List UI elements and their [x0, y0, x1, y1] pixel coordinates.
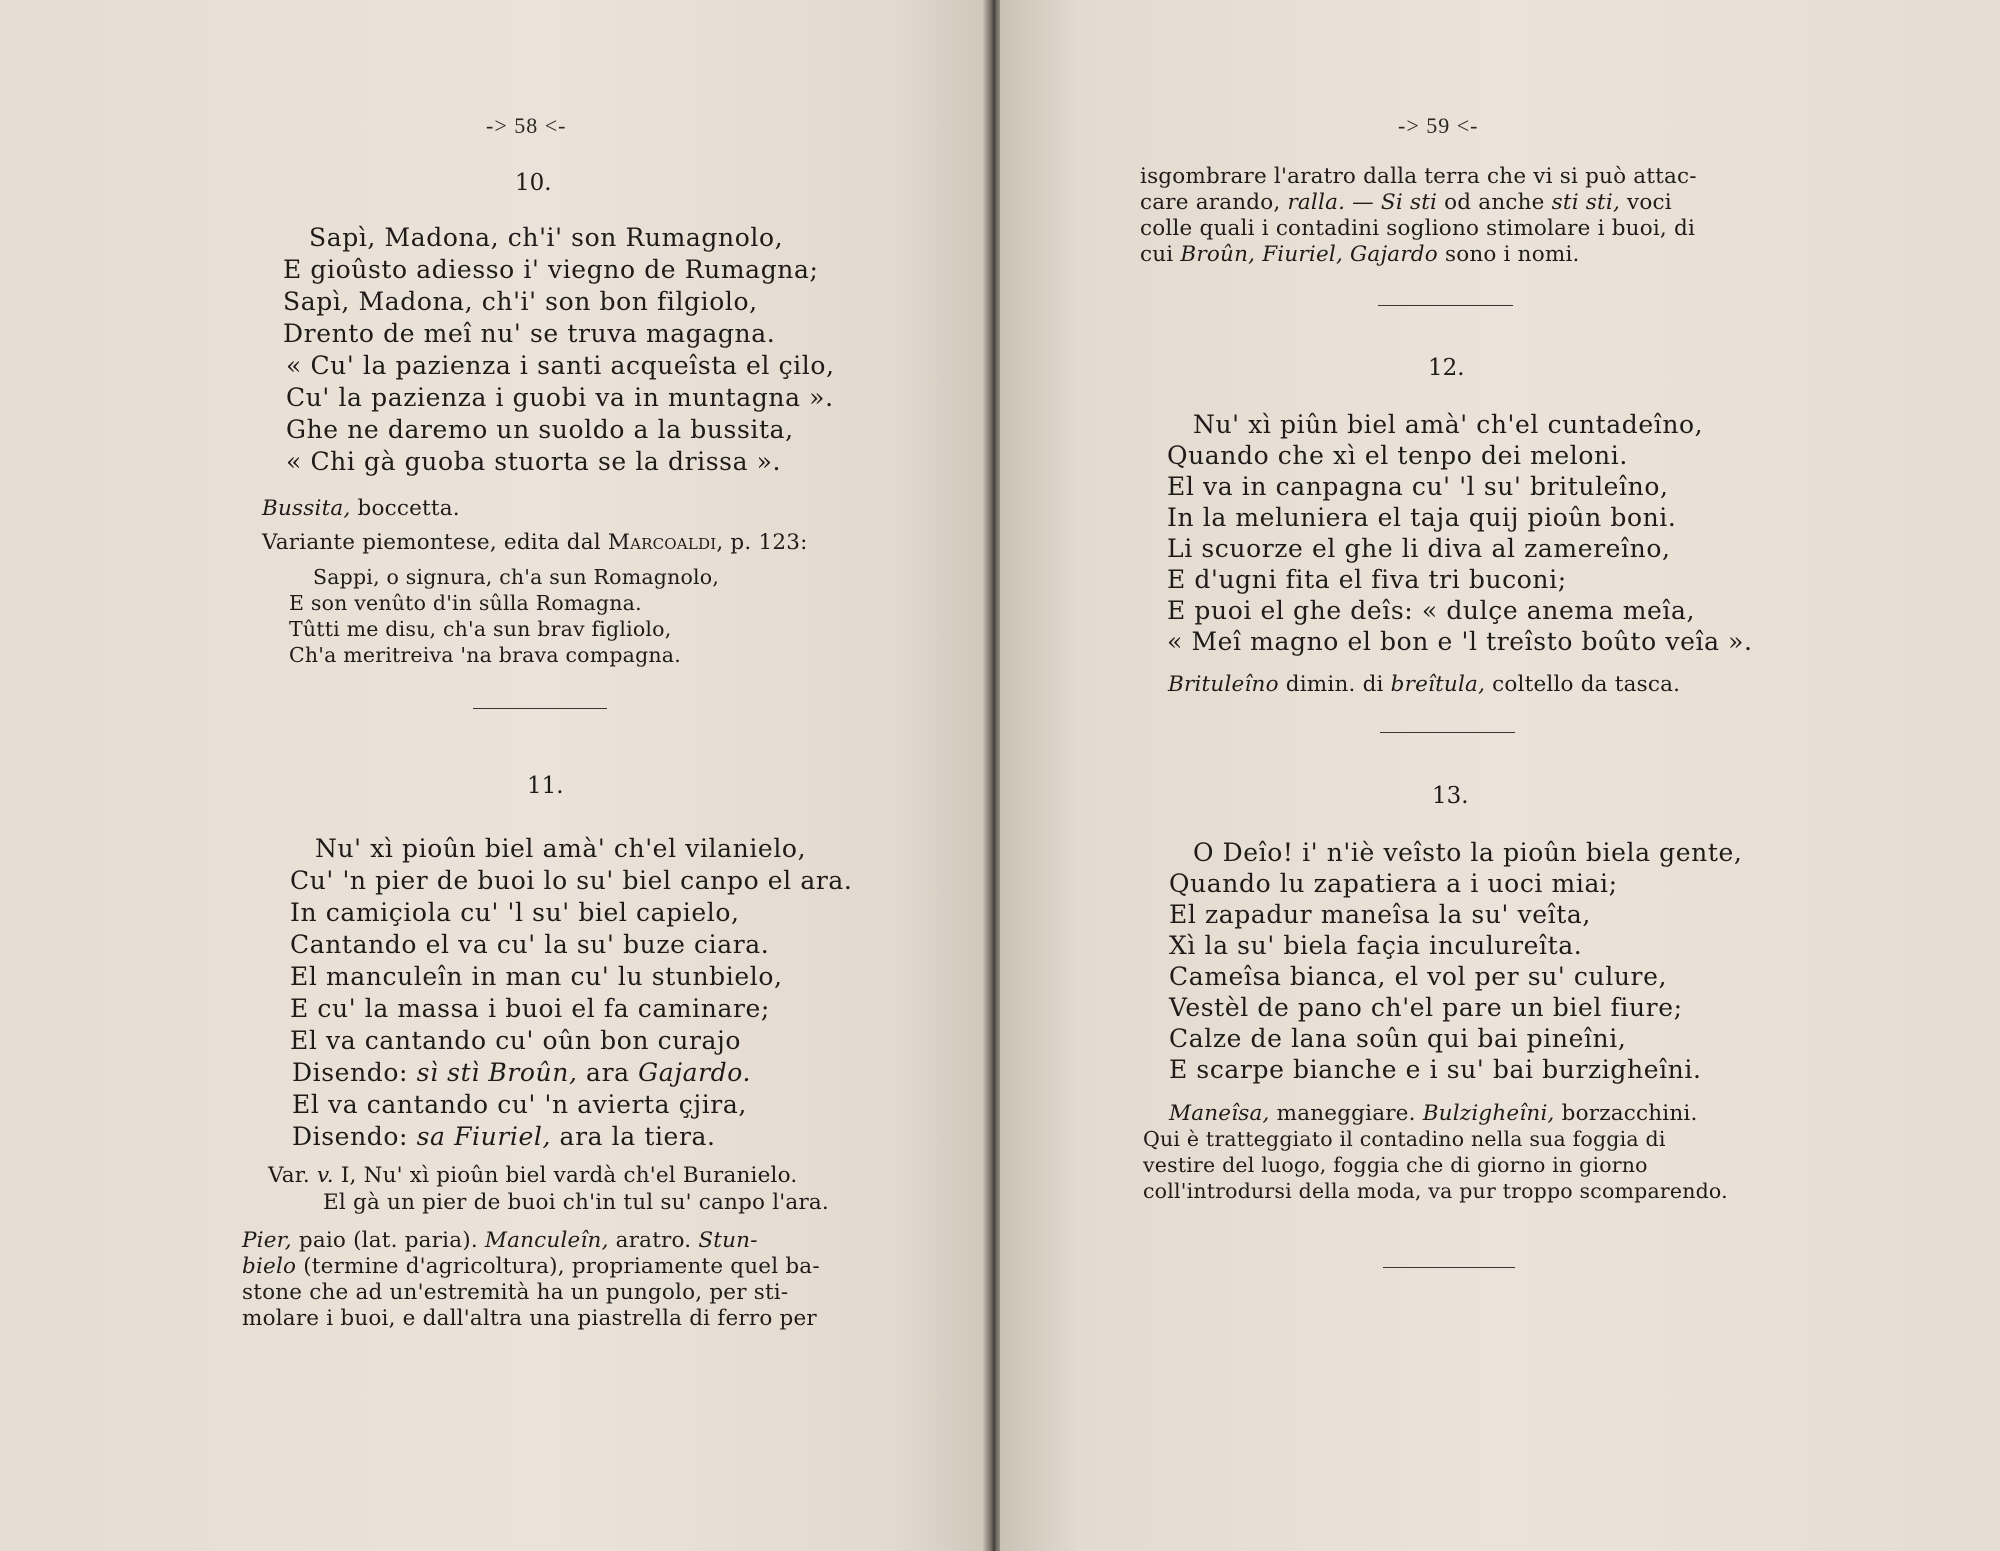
verse-text: ara la tiera.	[551, 1122, 716, 1151]
verse-line: « Cu' la pazienza i santi acqueîsta el çilo,	[286, 351, 835, 380]
verse-line	[292, 1057, 751, 1089]
verse-line: In la meluniera el taja quij pioûn boni.	[1167, 503, 1677, 532]
gloss-text: coltello da tasca.	[1485, 672, 1681, 697]
variant-line: Sappi, o signura, ch'a sun Romagnolo,	[313, 565, 720, 589]
variant-intro	[262, 530, 808, 556]
verse-text: Disendo:	[292, 1122, 417, 1151]
verse-line: Cu' la pazienza i guobi va in muntagna ».	[286, 383, 834, 412]
verse-text: ara	[577, 1058, 639, 1087]
section-divider	[1383, 1267, 1515, 1268]
gloss-term: Manculeîn,	[484, 1228, 609, 1253]
verse-line: Drento de meî nu' se truva magagna.	[283, 319, 776, 348]
variant-page-ref: , p. 123:	[716, 530, 808, 555]
verse-line: « Meî magno el bon e 'l treîsto boûto veîa ».	[1167, 627, 1753, 656]
verse-line: « Chi gà guoba stuorta se la drissa ».	[286, 447, 782, 476]
verse-line: El zapadur maneîsa la su' veîta,	[1169, 900, 1591, 929]
variant-prefix: Var.	[268, 1163, 317, 1188]
gloss-term: sti sti,	[1551, 190, 1620, 215]
continued-note-line2	[1140, 190, 1672, 216]
variant-11-line2: El gà un pier de buoi ch'in tul su' canpo l'ara.	[323, 1190, 829, 1215]
verse-line: Ghe ne daremo un suoldo a la bussita,	[286, 415, 794, 444]
note-13-line2: Qui è tratteggiato il contadino nella sua foggia di	[1143, 1127, 1666, 1151]
section-divider	[1380, 732, 1515, 733]
section-divider	[473, 708, 607, 709]
verse-line: E scarpe bianche e i su' bai burzigheîni.	[1169, 1055, 1702, 1084]
continued-note-line3: colle quali i contadini sogliono stimolare i buoi, di	[1140, 216, 1696, 241]
gloss-text: maneggiare.	[1269, 1101, 1423, 1126]
gloss-text: aratro.	[608, 1228, 699, 1253]
verse-line: Calze de lana soûn qui bai pineîni,	[1169, 1024, 1627, 1053]
continued-note-line1: isgombrare l'aratro dalla terra che vi si può attac-	[1140, 164, 1697, 189]
note-11-line3: stone che ad un'estremità ha un pungolo, per sti-	[242, 1280, 789, 1305]
note-11-line1	[242, 1228, 758, 1254]
section-divider	[1378, 305, 1513, 306]
variant-v: v.	[316, 1163, 334, 1188]
note-text: cui	[1140, 242, 1181, 267]
variant-line: Tûtti me disu, ch'a sun brav figliolo,	[289, 617, 672, 641]
verse-line: El va in canpagna cu' 'l su' brituleîno,	[1167, 472, 1669, 501]
gloss-term: breîtula,	[1390, 672, 1486, 697]
verse-line: El va cantando cu' 'n avierta çjira,	[292, 1090, 747, 1119]
note-text: —	[1345, 190, 1381, 215]
gloss-term: Si sti	[1380, 190, 1438, 215]
verse-line: Cantando el va cu' la su' buze ciara.	[290, 930, 770, 959]
gloss-text: dimin. di	[1278, 672, 1391, 697]
note-11-line2	[242, 1254, 820, 1280]
verse-line: E gioûsto adiesso i' viegno de Rumagna;	[283, 255, 819, 284]
note-text: voci	[1620, 190, 1672, 215]
variant-text: I, Nu' xì pioûn biel vardà ch'el Buranielo.	[333, 1163, 798, 1188]
note-text: od anche	[1437, 190, 1552, 215]
note-13-line1	[1169, 1101, 1698, 1127]
page-number-58: -> 58 <-	[486, 113, 567, 138]
gloss-text: borzacchini.	[1554, 1101, 1698, 1126]
verse-text: Disendo:	[292, 1058, 417, 1087]
note-text: sono i nomi.	[1437, 242, 1580, 267]
gloss-term: bielo	[242, 1254, 297, 1279]
variant-line: Ch'a meritreiva 'na brava compagna.	[289, 643, 681, 667]
verse-line: E cu' la massa i buoi el fa caminare;	[290, 994, 770, 1023]
poem-number-10: 10.	[515, 170, 552, 196]
verse-line: Sapì, Madona, ch'i' son Rumagnolo,	[309, 223, 784, 252]
verse-line: Cameîsa bianca, el vol per su' culure,	[1169, 962, 1668, 991]
gloss-term: Pier,	[242, 1228, 292, 1253]
verse-line: Nu' xì pioûn biel amà' ch'el vilanielo,	[315, 834, 807, 863]
verse-emphasis: sa Fiuriel,	[416, 1122, 552, 1151]
variant-author: Marcoaldi	[607, 530, 717, 555]
gloss-term: Stun-	[698, 1228, 758, 1253]
verse-line: Cu' 'n pier de buoi lo su' biel canpo el ara.	[290, 866, 853, 895]
verse-line: In camiçiola cu' 'l su' biel capielo,	[290, 898, 740, 927]
verse-line: E puoi el ghe deîs: « dulçe anema meîa,	[1167, 596, 1696, 625]
verse-line: Quando lu zapatiera a i uoci miai;	[1169, 869, 1618, 898]
left-page	[0, 0, 993, 1551]
gloss-text: boccetta.	[350, 496, 460, 521]
poem-number-11: 11.	[527, 773, 564, 799]
verse-line: Quando che xì el tenpo dei meloni.	[1167, 441, 1628, 470]
verse-line: Xì la su' biela façia inculureîta.	[1169, 931, 1583, 960]
variant-11	[268, 1163, 797, 1189]
verse-line: O Deîo! i' n'iè veîsto la pioûn biela gente,	[1193, 838, 1743, 867]
verse-line: Sapì, Madona, ch'i' son bon filgiolo,	[283, 287, 758, 316]
gloss-term: Bussita,	[262, 496, 351, 521]
right-page	[1000, 0, 2000, 1551]
verse-line	[292, 1121, 716, 1153]
gloss-term: Brituleîno	[1168, 672, 1279, 697]
note-13-line4: coll'introdursi della moda, va pur troppo scomparendo.	[1143, 1179, 1728, 1203]
continued-note-line4	[1140, 242, 1580, 268]
verse-emphasis: sì stì Broûn,	[416, 1058, 578, 1087]
variant-line: E son venûto d'in sûlla Romagna.	[289, 591, 642, 615]
note-13-line3: vestire del luogo, foggia che di giorno in giorno	[1143, 1153, 1648, 1177]
note-text: care arando,	[1140, 190, 1288, 215]
gloss-term: Bulzigheîni,	[1422, 1101, 1555, 1126]
verse-line: El va cantando cu' oûn bon curajo	[290, 1026, 742, 1055]
note-11-line4: molare i buoi, e dall'altra una piastrella di ferro per	[242, 1306, 817, 1331]
variant-intro-text: Variante piemontese, edita dal	[262, 530, 608, 555]
poem-number-12: 12.	[1428, 355, 1465, 381]
verse-emphasis: Gajardo.	[638, 1058, 752, 1087]
poem-number-13: 13.	[1432, 783, 1469, 809]
verse-line: Li scuorze el ghe li diva al zamereîno,	[1167, 534, 1671, 563]
gloss-term: Broûn, Fiuriel, Gajardo	[1180, 242, 1438, 267]
page-number-59: -> 59 <-	[1398, 113, 1479, 138]
gloss-text: (termine d'agricoltura), propriamente quel ba-	[296, 1254, 820, 1279]
gloss-term: ralla.	[1287, 190, 1346, 215]
gloss-brituleino	[1168, 672, 1680, 698]
verse-line: Vestèl de pano ch'el pare un biel fiure;	[1169, 993, 1683, 1022]
verse-line: E d'ugni fita el fiva tri buconi;	[1167, 565, 1567, 594]
gloss-bussita	[262, 496, 460, 522]
verse-line: Nu' xì piûn biel amà' ch'el cuntadeîno,	[1193, 410, 1704, 439]
gloss-text: paio (lat. paria).	[291, 1228, 485, 1253]
verse-line: El manculeîn in man cu' lu stunbielo,	[290, 962, 783, 991]
gloss-term: Maneîsa,	[1169, 1101, 1270, 1126]
